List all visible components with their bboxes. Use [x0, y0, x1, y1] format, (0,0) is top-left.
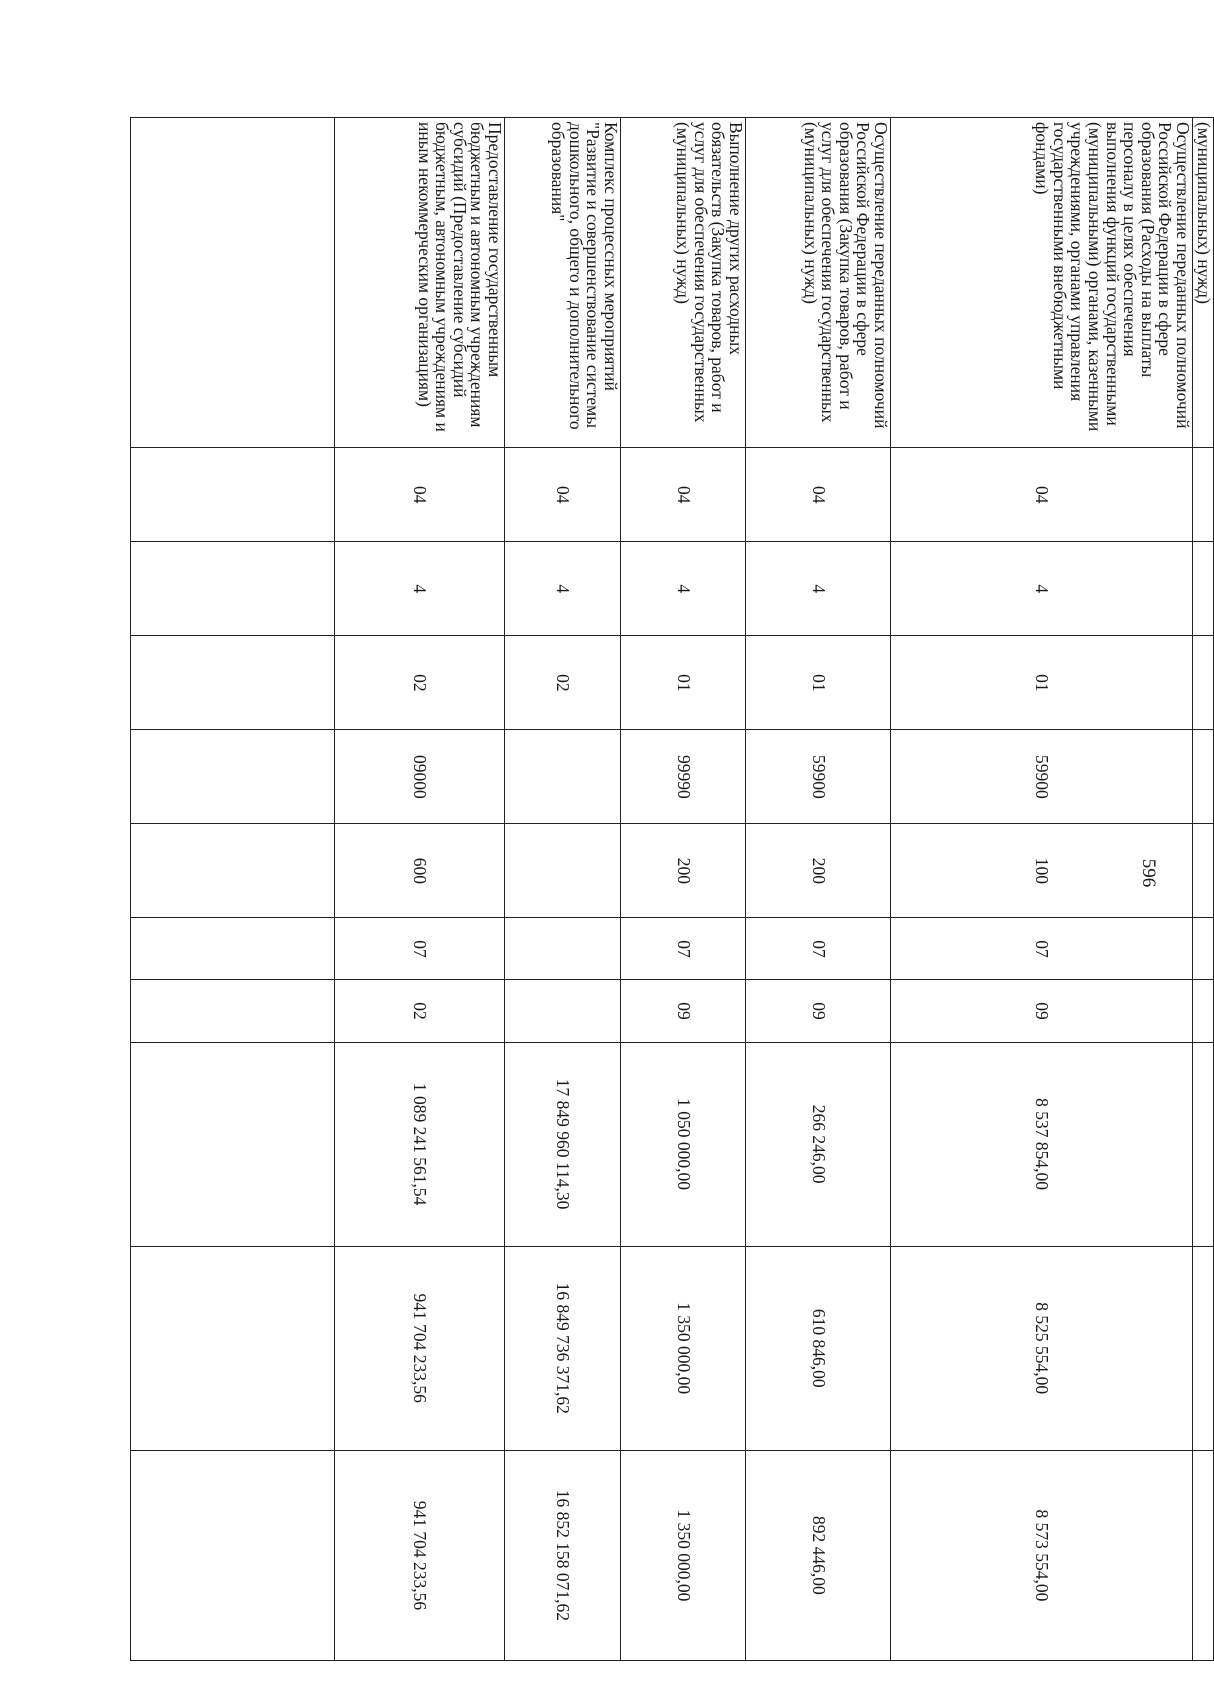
section-code: 07 [746, 918, 891, 980]
amount-year-3 [1193, 1450, 1214, 1660]
subsection-code: 02 [335, 980, 505, 1042]
section-code [1193, 918, 1214, 980]
program-code: 04 [746, 448, 891, 542]
table-row [335, 118, 505, 1661]
row-name: (муниципальных) нужд) [1193, 118, 1214, 448]
section-code: 07 [621, 918, 746, 980]
section-code: 07 [891, 918, 1193, 980]
expense-type-code [505, 824, 621, 918]
complex-code [1193, 636, 1214, 730]
row-name: Комплекс процессных мероприятий "Развитие и совершенствование системы дошкольного, общего и дополнительного образования" [505, 118, 621, 448]
complex-code: 02 [505, 636, 621, 730]
amount-year-2: 16 849 736 371,62 [505, 1246, 621, 1450]
complex-code: 01 [891, 636, 1193, 730]
subprogram-code [1193, 542, 1214, 636]
amount-year-3: 1 350 000,00 [621, 1450, 746, 1660]
subprogram-code: 4 [335, 542, 505, 636]
subprogram-code: 4 [505, 542, 621, 636]
direction-code: 59900 [891, 730, 1193, 824]
row-name: Предоставление государственным бюджетным и автономным учреждениям субсидий (Предоставление субсидий бюджетным, автономным учреждениям и иным некоммерческим организациям) [335, 118, 505, 448]
row-name: Осуществление переданных полномочий Российской Федерации в сфере образования (Закупка товаров, работ и услуг для обеспечения государственных (муниципальных) нужд) [746, 118, 891, 448]
amount-year-3: 8 573 554,00 [891, 1450, 1193, 1660]
amount-year-1: 8 537 854,00 [891, 1042, 1193, 1246]
direction-code: 99990 [621, 730, 746, 824]
direction-code [505, 730, 621, 824]
table-row-blank [131, 118, 335, 1661]
amount-year-1 [1193, 1042, 1214, 1246]
expense-type-code: 200 [746, 824, 891, 918]
complex-code: 01 [621, 636, 746, 730]
budget-table [130, 117, 1214, 1661]
amount-year-3: 16 852 158 071,62 [505, 1450, 621, 1660]
subsection-code: 09 [621, 980, 746, 1042]
subsection-code [1193, 980, 1214, 1042]
amount-year-2: 8 525 554,00 [891, 1246, 1193, 1450]
amount-year-3: 941 704 233,56 [335, 1450, 505, 1660]
table-row [891, 118, 1193, 1661]
direction-code [1193, 730, 1214, 824]
page-number: 596 [1138, 858, 1159, 888]
row-name: Осуществление переданных полномочий Российской Федерации в сфере образования (Расходы на выплаты персоналу в целях обеспечения выполнения функций государственными (муниципальными) органами, казенными учреждениями, органами управления государственными внебюджетными фондами) [891, 118, 1193, 448]
complex-code: 02 [335, 636, 505, 730]
amount-year-1: 266 246,00 [746, 1042, 891, 1246]
program-code: 04 [621, 448, 746, 542]
amount-year-2: 1 350 000,00 [621, 1246, 746, 1450]
amount-year-1: 1 089 241 561,54 [335, 1042, 505, 1246]
subprogram-code: 4 [891, 542, 1193, 636]
amount-year-2: 610 846,00 [746, 1246, 891, 1450]
amount-year-1: 1 050 000,00 [621, 1042, 746, 1246]
program-code [1193, 448, 1214, 542]
amount-year-2 [1193, 1246, 1214, 1450]
amount-year-2: 941 704 233,56 [335, 1246, 505, 1450]
expense-type-code: 100 [891, 824, 1193, 918]
subprogram-code: 4 [621, 542, 746, 636]
section-code [505, 918, 621, 980]
expense-type-code: 200 [621, 824, 746, 918]
table-row [746, 118, 891, 1661]
expense-type-code: 600 [335, 824, 505, 918]
subsection-code: 09 [891, 980, 1193, 1042]
expense-type-code [1193, 824, 1214, 918]
table-row [505, 118, 621, 1661]
program-code: 04 [505, 448, 621, 542]
section-code: 07 [335, 918, 505, 980]
amount-year-3: 892 446,00 [746, 1450, 891, 1660]
table-row [621, 118, 746, 1661]
amount-year-1: 17 849 960 114,30 [505, 1042, 621, 1246]
program-code: 04 [891, 448, 1193, 542]
subsection-code: 09 [746, 980, 891, 1042]
complex-code: 01 [746, 636, 891, 730]
program-code: 04 [335, 448, 505, 542]
budget-table-sheet [124, 117, 1214, 1661]
subsection-code [505, 980, 621, 1042]
row-name: Выполнение других расходных обязательств (Закупка товаров, работ и услуг для обеспечения государственных (муниципальных) нужд) [621, 118, 746, 448]
table-row [1193, 118, 1214, 1661]
direction-code: 59900 [746, 730, 891, 824]
subprogram-code: 4 [746, 542, 891, 636]
direction-code: 09000 [335, 730, 505, 824]
